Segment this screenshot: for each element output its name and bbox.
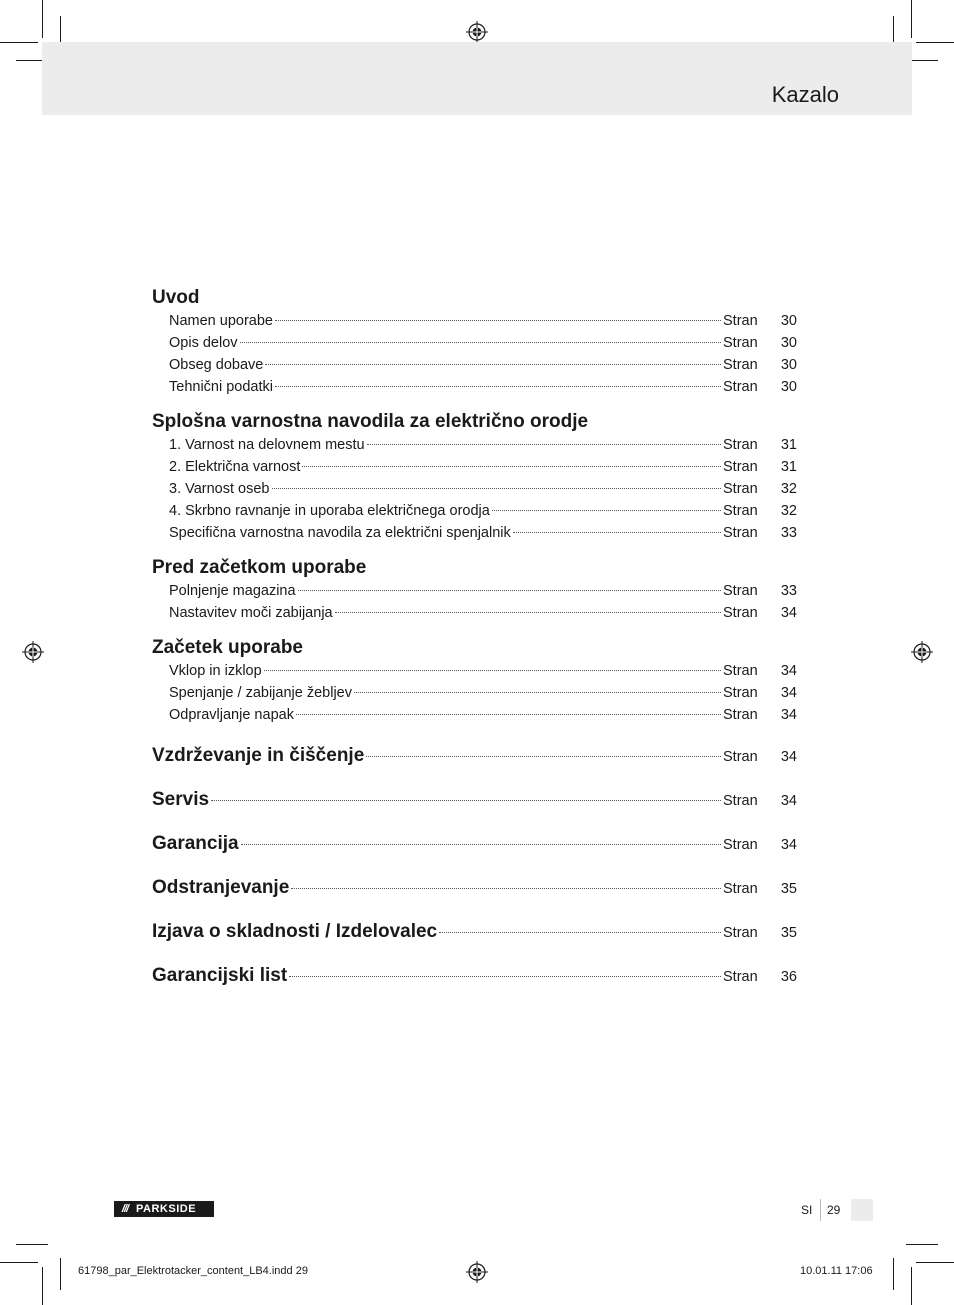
toc-entry-page: 32 [780,503,797,519]
toc-main-entry-page: 34 [780,793,797,809]
toc-entry[interactable] [152,354,797,376]
toc-main-entry[interactable] [152,866,797,910]
toc-entry-label: Obseg dobave [169,357,264,373]
toc-entry-page: 33 [780,525,797,541]
dot-leader [241,844,721,845]
toc-main-entry-label: Vzdrževanje in čiščenje [152,745,365,766]
toc-entry[interactable] [152,434,797,456]
dot-leader [302,466,721,467]
toc-entry-page: 31 [780,437,797,453]
language-code: SI [801,1203,813,1217]
crop-mark [916,1262,954,1263]
dot-leader [354,692,721,693]
page-tab-marker [851,1199,873,1221]
toc-main-entry[interactable] [152,954,797,998]
toc-section [152,636,797,726]
crop-mark [0,1262,38,1263]
toc-entry[interactable] [152,522,797,544]
toc-entry-page: 31 [780,459,797,475]
toc-entry-label: 2. Električna varnost [169,459,301,475]
toc-entry-label: Specifična varnostna navodila za električni spenjalnik [169,525,511,541]
crop-mark [893,1258,894,1290]
toc-entry-stran: Stran [723,663,758,679]
toc-entry-label: Odpravljanje napak [169,707,294,723]
toc-main-entry[interactable] [152,822,797,866]
toc-entry-stran: Stran [723,335,758,351]
toc-entry-stran: Stran [723,437,758,453]
section-title: Pred začetkom uporabe [152,557,367,578]
registration-mark-icon [466,1261,488,1283]
dot-leader [513,532,721,533]
dot-leader [439,932,721,933]
toc-entry[interactable] [152,704,797,726]
dot-leader [275,386,721,387]
crop-mark [916,42,954,43]
toc-entry-label: 1. Varnost na delovnem mestu [169,437,365,453]
section-title: Začetek uporabe [152,637,303,658]
toc-main-entry-page: 36 [780,969,797,985]
toc-entry-page: 34 [780,605,797,621]
page-title: Kazalo [771,82,839,107]
toc-entry-page: 30 [780,379,797,395]
toc-entry-stran: Stran [723,525,758,541]
toc-main-entry-page: 34 [780,837,797,853]
dot-leader [296,714,721,715]
toc-entry-page: 32 [780,481,797,497]
dot-leader [264,670,721,671]
toc-main-entries [152,734,797,998]
toc-entry[interactable] [152,310,797,332]
toc-entry[interactable] [152,660,797,682]
dot-leader [272,488,722,489]
toc-entry[interactable] [152,682,797,704]
toc-entry-label: Polnjenje magazina [169,583,296,599]
toc-main-entry-stran: Stran [723,837,758,853]
toc-entry-stran: Stran [723,583,758,599]
dot-leader [492,510,721,511]
toc-entry[interactable] [152,580,797,602]
toc-entry-stran: Stran [723,503,758,519]
dot-leader [240,342,721,343]
toc-main-entry-stran: Stran [723,881,758,897]
crop-mark [0,42,38,43]
toc-entry-stran: Stran [723,481,758,497]
logo-stripes: /// [121,1203,129,1215]
dot-leader [265,364,721,365]
toc-main-entry-page: 35 [780,881,797,897]
crop-mark [911,1267,912,1305]
section-title: Splošna varnostna navodila za električno orodje [152,411,589,432]
toc-entry-page: 33 [780,583,797,599]
header-band [42,42,912,115]
toc-entry-page: 34 [780,663,797,679]
crop-mark [42,1267,43,1305]
section-title: Uvod [152,287,200,308]
toc-entry[interactable] [152,376,797,398]
toc-entry-page: 30 [780,335,797,351]
toc-main-entry-stran: Stran [723,925,758,941]
toc-entry[interactable] [152,456,797,478]
toc-entry[interactable] [152,500,797,522]
dot-leader [275,320,721,321]
toc-entry-stran: Stran [723,313,758,329]
logo-text: PARKSIDE [136,1203,197,1215]
toc-main-entry-stran: Stran [723,969,758,985]
toc-entry-label: Opis delov [169,335,238,351]
toc-entry-label: Spenjanje / zabijanje žebljev [169,685,352,701]
dot-leader [298,590,721,591]
toc-main-entry[interactable] [152,734,797,778]
toc-section [152,410,797,544]
crop-mark [16,1244,48,1245]
toc-entry-label: 3. Varnost oseb [169,481,270,497]
dot-leader [289,976,721,977]
dot-leader [291,888,721,889]
toc-entry-page: 34 [780,685,797,701]
toc-entry-stran: Stran [723,605,758,621]
toc-main-entry-label: Izjava o skladnosti / Izdelovalec [152,921,438,942]
toc-main-entry-stran: Stran [723,793,758,809]
toc-main-entry[interactable] [152,778,797,822]
crop-mark [911,0,912,38]
print-slug-date: 10.01.11 17:06 [800,1265,873,1277]
toc-entry-label: 4. Skrbno ravnanje in uporaba električnega orodja [169,503,490,519]
toc-entry-stran: Stran [723,685,758,701]
toc-entry-label: Nastavitev moči zabijanja [169,605,333,621]
toc-entry-label: Tehnični podatki [169,379,273,395]
toc-entry-label: Vklop in izklop [169,663,262,679]
toc-main-entry-label: Garancijski list [152,965,288,986]
toc-main-entry-stran: Stran [723,749,758,765]
toc-entry[interactable] [152,602,797,624]
registration-mark-icon [466,21,488,43]
toc-main-entry-page: 34 [780,749,797,765]
crop-mark [42,0,43,38]
registration-mark-icon [911,641,933,663]
toc-main-entry-label: Odstranjevanje [152,877,290,898]
toc-main-entry-label: Garancija [152,833,239,854]
toc-entry-stran: Stran [723,379,758,395]
toc-entry-label: Namen uporabe [169,313,273,329]
toc-main-entry[interactable] [152,910,797,954]
toc-entry-page: 30 [780,357,797,373]
dot-leader [211,800,721,801]
toc-entry-page: 30 [780,313,797,329]
toc-entry[interactable] [152,478,797,500]
table-of-contents [152,286,797,998]
toc-section [152,556,797,624]
toc-entry-stran: Stran [723,707,758,723]
registration-mark-icon [22,641,44,663]
dot-leader [366,756,721,757]
footer-divider [820,1199,821,1221]
print-slug-file: 61798_par_Elektrotacker_content_LB4.indd 29 [78,1265,308,1277]
crop-mark [60,1258,61,1290]
toc-entry[interactable] [152,332,797,354]
parkside-logo [114,1201,214,1217]
toc-entry-stran: Stran [723,459,758,475]
toc-entry-page: 34 [780,707,797,723]
dot-leader [367,444,721,445]
crop-mark [906,1244,938,1245]
toc-main-entry-page: 35 [780,925,797,941]
toc-main-entry-label: Servis [152,789,210,810]
toc-section [152,286,797,398]
dot-leader [335,612,721,613]
page-number: 29 [827,1203,841,1217]
toc-entry-stran: Stran [723,357,758,373]
